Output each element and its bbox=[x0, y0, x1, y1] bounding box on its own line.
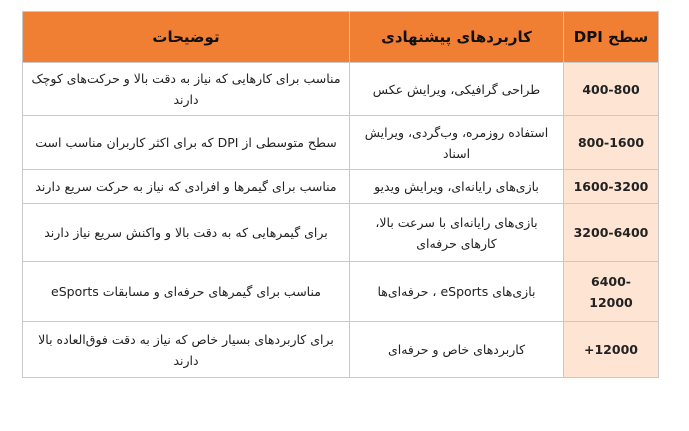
cell-desc: برای گیمرهایی که به دقت بالا و واکنش سریع نیاز دارند bbox=[23, 204, 350, 262]
cell-level: 1600-3200 bbox=[564, 170, 659, 204]
header-level: سطح DPI bbox=[564, 12, 659, 63]
dpi-table bbox=[22, 11, 659, 378]
cell-use: کاربردهای خاص و حرفه‌ای bbox=[350, 322, 564, 378]
cell-use: استفاده روزمره، وب‌گردی، ویرایش اسناد bbox=[350, 116, 564, 170]
table-row bbox=[23, 204, 659, 262]
table-row bbox=[23, 262, 659, 322]
header-row bbox=[23, 12, 659, 63]
cell-level: 400-800 bbox=[564, 63, 659, 116]
cell-desc: مناسب برای گیمرهای حرفه‌ای و مسابقات eSports bbox=[23, 262, 350, 322]
cell-use: بازی‌های eSports ، حرفه‌ای‌ها bbox=[350, 262, 564, 322]
cell-use: بازی‌های رایانه‌ای، ویرایش ویدیو bbox=[350, 170, 564, 204]
cell-desc: مناسب برای کارهایی که نیاز به دقت بالا و حرکت‌های کوچک دارند bbox=[23, 63, 350, 116]
table-row bbox=[23, 170, 659, 204]
cell-level: 6400-12000 bbox=[564, 262, 659, 322]
table-row bbox=[23, 116, 659, 170]
cell-desc: برای کاربردهای بسیار خاص که نیاز به دقت فوق‌العاده بالا دارند bbox=[23, 322, 350, 378]
table-header bbox=[23, 12, 659, 63]
header-use: کاربردهای پیشنهادی bbox=[350, 12, 564, 63]
table-row bbox=[23, 322, 659, 378]
cell-use: بازی‌های رایانه‌ای با سرعت بالا، کارهای حرفه‌ای bbox=[350, 204, 564, 262]
table-row bbox=[23, 63, 659, 116]
header-desc: توضیحات bbox=[23, 12, 350, 63]
cell-level: 3200-6400 bbox=[564, 204, 659, 262]
cell-desc: مناسب برای گیمرها و افرادی که نیاز به حرکت سریع دارند bbox=[23, 170, 350, 204]
cell-desc: سطح متوسطی از DPI که برای اکثر کاربران مناسب است bbox=[23, 116, 350, 170]
cell-level: 12000+ bbox=[564, 322, 659, 378]
cell-level: 800-1600 bbox=[564, 116, 659, 170]
table-body bbox=[23, 63, 659, 378]
cell-use: طراحی گرافیکی، ویرایش عکس bbox=[350, 63, 564, 116]
